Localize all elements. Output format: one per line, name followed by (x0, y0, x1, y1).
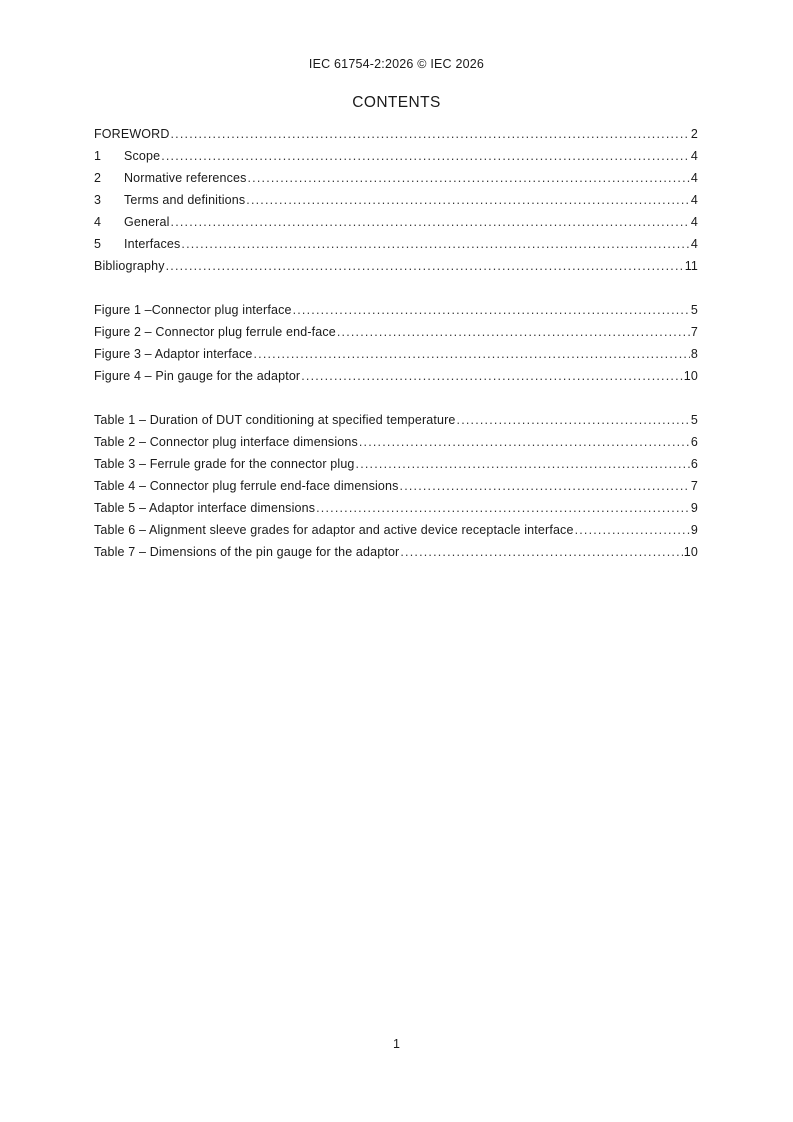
dot-leader (248, 170, 690, 186)
toc-entry-page: 4 (690, 237, 698, 251)
toc-entry-label: FOREWORD (94, 127, 170, 141)
toc-figures-section (94, 302, 698, 390)
toc-entry-page: 5 (690, 303, 698, 317)
dot-leader (166, 258, 684, 274)
toc-entry-bibliography[interactable] (94, 258, 698, 280)
toc-entry-label: Bibliography (94, 259, 165, 273)
toc-entry-page: 10 (683, 545, 698, 559)
dot-leader (171, 126, 690, 142)
toc-entry-figure-4[interactable] (94, 368, 698, 390)
toc-entry-label: Figure 3 – Adaptor interface (94, 347, 253, 361)
toc-entry-page: 9 (690, 523, 698, 537)
toc-entry-table-1[interactable] (94, 412, 698, 434)
toc-entry-table-2[interactable] (94, 434, 698, 456)
toc-entry-scope[interactable] (94, 148, 698, 170)
toc-entry-page: 7 (690, 325, 698, 339)
dot-leader (293, 302, 690, 318)
toc-entry-table-6[interactable] (94, 522, 698, 544)
toc-entry-page: 2 (690, 127, 698, 141)
toc-entry-general[interactable] (94, 214, 698, 236)
toc-entry-label: Table 4 – Connector plug ferrule end-face dimensions (94, 479, 399, 493)
toc-entry-page: 4 (690, 193, 698, 207)
toc-entry-label: Table 5 – Adaptor interface dimensions (94, 501, 316, 515)
toc-entry-page: 10 (683, 369, 698, 383)
toc-entry-label: General (124, 215, 170, 229)
toc-entry-number: 5 (94, 237, 102, 251)
toc-entry-page: 6 (690, 457, 698, 471)
toc-entry-label: Scope (124, 149, 161, 163)
toc-entry-page: 8 (690, 347, 698, 361)
toc-entry-page: 4 (690, 171, 698, 185)
toc-entry-figure-1[interactable] (94, 302, 698, 324)
toc-entry-foreword[interactable] (94, 126, 698, 148)
toc-entry-page: 5 (690, 413, 698, 427)
toc-entry-figure-3[interactable] (94, 346, 698, 368)
document-header: IEC 61754-2:2026 © IEC 2026 (308, 57, 485, 71)
dot-leader (161, 148, 690, 164)
toc-entry-label: Normative references (124, 171, 247, 185)
toc-main-section (94, 126, 698, 280)
dot-leader (359, 434, 690, 450)
toc-entry-normative-references[interactable] (94, 170, 698, 192)
dot-leader (575, 522, 690, 538)
dot-leader (171, 214, 690, 230)
dot-leader (337, 324, 690, 340)
dot-leader (253, 346, 689, 362)
dot-leader (400, 544, 682, 560)
dot-leader (356, 456, 690, 472)
toc-entry-label: Table 1 – Duration of DUT conditioning at specified temperature (94, 413, 456, 427)
dot-leader (181, 236, 690, 252)
toc-entry-page: 6 (690, 435, 698, 449)
dot-leader (316, 500, 690, 516)
page-number: 1 (393, 1037, 400, 1051)
toc-entry-page: 4 (690, 149, 698, 163)
toc-entry-label: Table 7 – Dimensions of the pin gauge for the adaptor (94, 545, 400, 559)
toc-entry-label: Terms and definitions (124, 193, 246, 207)
toc-entry-number: 2 (94, 171, 102, 185)
toc-entry-number: 3 (94, 193, 102, 207)
toc-entry-number: 4 (94, 215, 102, 229)
toc-entry-figure-2[interactable] (94, 324, 698, 346)
toc-entry-label: Figure 1 –Connector plug interface (94, 303, 292, 317)
toc-entry-label: Table 3 – Ferrule grade for the connector plug (94, 457, 355, 471)
toc-entry-page: 7 (690, 479, 698, 493)
toc-entry-page: 11 (684, 259, 698, 273)
toc-entry-label: Interfaces (124, 237, 181, 251)
toc-entry-label: Table 2 – Connector plug interface dimensions (94, 435, 358, 449)
page-title: CONTENTS (352, 94, 441, 111)
toc-entry-page: 4 (690, 215, 698, 229)
dot-leader (400, 478, 690, 494)
dot-leader (301, 368, 683, 384)
dot-leader (457, 412, 690, 428)
dot-leader (246, 192, 690, 208)
toc-entry-label: Table 6 – Alignment sleeve grades for adaptor and active device receptacle interface (94, 523, 574, 537)
toc-entry-table-5[interactable] (94, 500, 698, 522)
toc-entry-label: Figure 2 – Connector plug ferrule end-face (94, 325, 336, 339)
toc-tables-section (94, 412, 698, 566)
toc-entry-terms-definitions[interactable] (94, 192, 698, 214)
toc-entry-table-4[interactable] (94, 478, 698, 500)
toc-entry-interfaces[interactable] (94, 236, 698, 258)
toc-entry-table-7[interactable] (94, 544, 698, 566)
toc-entry-label: Figure 4 – Pin gauge for the adaptor (94, 369, 301, 383)
toc-entry-page: 9 (690, 501, 698, 515)
toc-entry-table-3[interactable] (94, 456, 698, 478)
toc-entry-number: 1 (94, 149, 102, 163)
